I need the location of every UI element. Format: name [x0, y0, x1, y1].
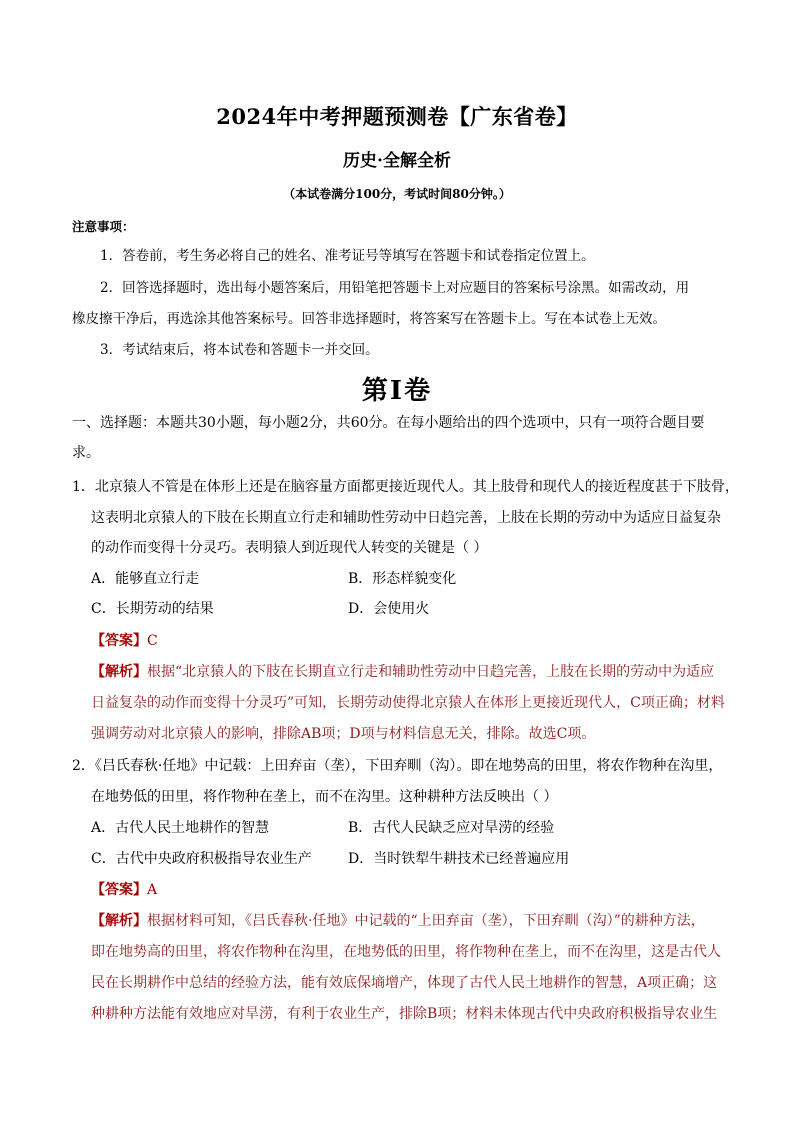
- q2-analysis-text-1: 根据材料可知，《吕氏春秋·任地》中记载的“上田弃亩（垄），下田弃甽（沟）”的耕种方法，: [147, 913, 705, 929]
- q2-stem-line-2: 在地势低的田里，将作物种在垄上，而不在沟里。这种耕种方法反映出（ ）: [91, 789, 558, 805]
- notice-title: 注意事项：: [72, 219, 135, 234]
- q1-answer-value: C: [147, 633, 158, 649]
- notice-item-1: 1．答卷前，考生务必将自己的姓名、准考证号等填写在答题卡和试卷指定位置上。: [100, 248, 595, 264]
- q2-answer-value: A: [147, 882, 158, 898]
- q1-analysis-text-1: 根据“北京猿人的下肢在长期直立行走和辅助性劳动中日趋完善，上肢在长期的劳动中为适应: [147, 664, 715, 680]
- q2-analysis-line-1: [91, 911, 705, 931]
- q1-analysis-tag: 【解析】: [91, 664, 147, 680]
- q2-option-b: B．古代人民缺乏应对旱涝的经验: [348, 820, 555, 836]
- q1-option-a: A．能够直立行走: [91, 571, 200, 587]
- q2-option-a: A．古代人民土地耕作的智慧: [91, 820, 270, 836]
- page-subtitle: 历史·全解全析: [343, 151, 451, 171]
- q1-answer-tag: 【答案】: [91, 633, 147, 649]
- q2-analysis-line-3: 民在长期耕作中总结的经验方法，能有效底保墒增产，体现了古代人民土地耕作的智慧，A项正确；这: [91, 975, 718, 991]
- q1-stem-line-2: 这表明北京猿人的下肢在长期直立行走和辅助性劳动中日趋完善，上肢在长期的劳动中为适应日益复杂: [91, 510, 721, 526]
- page-title: 2024年中考押题预测卷【广东省卷】: [216, 104, 578, 129]
- q1-stem-line-1: 1．北京猿人不管是在体形上还是在脑容量方面都更接近现代人。其上肢骨和现代人的接近程度甚于下肢骨，: [72, 479, 739, 495]
- q2-option-c: C．古代中央政府积极指导农业生产: [91, 851, 312, 867]
- q2-answer: [91, 880, 157, 900]
- q2-analysis-tag: 【解析】: [91, 913, 147, 929]
- notice-item-2-line-2: 橡皮擦干净后，再选涂其他答案标号。回答非选择题时，将答案写在答题卡上。写在本试卷上无效。: [72, 311, 666, 327]
- notice-item-3: 3．考试结束后，将本试卷和答题卡一并交回。: [100, 342, 379, 358]
- q1-analysis-line-1: [91, 662, 714, 682]
- q1-analysis-line-3: 强调劳动对北京猿人的影响，排除AB项；D项与材料信息无关，排除。故选C项。: [91, 726, 596, 742]
- q1-answer: [91, 631, 158, 651]
- q2-stem-line-1: 2．《吕氏春秋·任地》中记载：上田弃亩（垄），下田弃甽（沟）。即在地势高的田里，将农作物种在沟里，: [72, 758, 723, 774]
- q1-option-d: D．会使用火: [348, 601, 430, 617]
- notice-item-2-line-1: 2．回答选择题时，选出每小题答案后，用铅笔把答题卡上对应题目的答案标号涂黑。如需改动，用: [100, 280, 690, 296]
- q1-stem-line-3: 的动作而变得十分灵巧。表明猿人到近现代人转变的关键是（ ）: [91, 540, 488, 556]
- q1-option-c: C．长期劳动的结果: [91, 601, 214, 617]
- q1-analysis-line-2: 日益复杂的动作而变得十分灵巧”可知，长期劳动使得北京猿人在体形上更接近现代人，C项正确；材料: [91, 695, 725, 711]
- q2-analysis-line-4: 种耕种方法能有效地应对旱涝，有利于农业生产，排除B项；材料未体现古代中央政府积极指导农业生: [91, 1006, 718, 1022]
- section-title: 第Ⅰ卷: [361, 376, 433, 406]
- section-instruction-line-1: 一、选择题：本题共30小题，每小题2分，共60分。在每小题给出的四个选项中，只有一项符合题目要: [72, 415, 705, 431]
- q2-analysis-line-2: 即在地势高的田里，将农作物种在沟里，在地势低的田里，将作物种在垄上，而不在沟里，这是古代人: [91, 944, 721, 960]
- q1-option-b: B．形态样貌变化: [348, 571, 457, 587]
- q2-answer-tag: 【答案】: [91, 882, 147, 898]
- exam-note: （本试卷满分100分，考试时间80分钟。）: [283, 187, 511, 201]
- q2-option-d: D．当时铁犁牛耕技术已经普遍应用: [348, 851, 570, 867]
- section-instruction-line-2: 求。: [72, 445, 100, 461]
